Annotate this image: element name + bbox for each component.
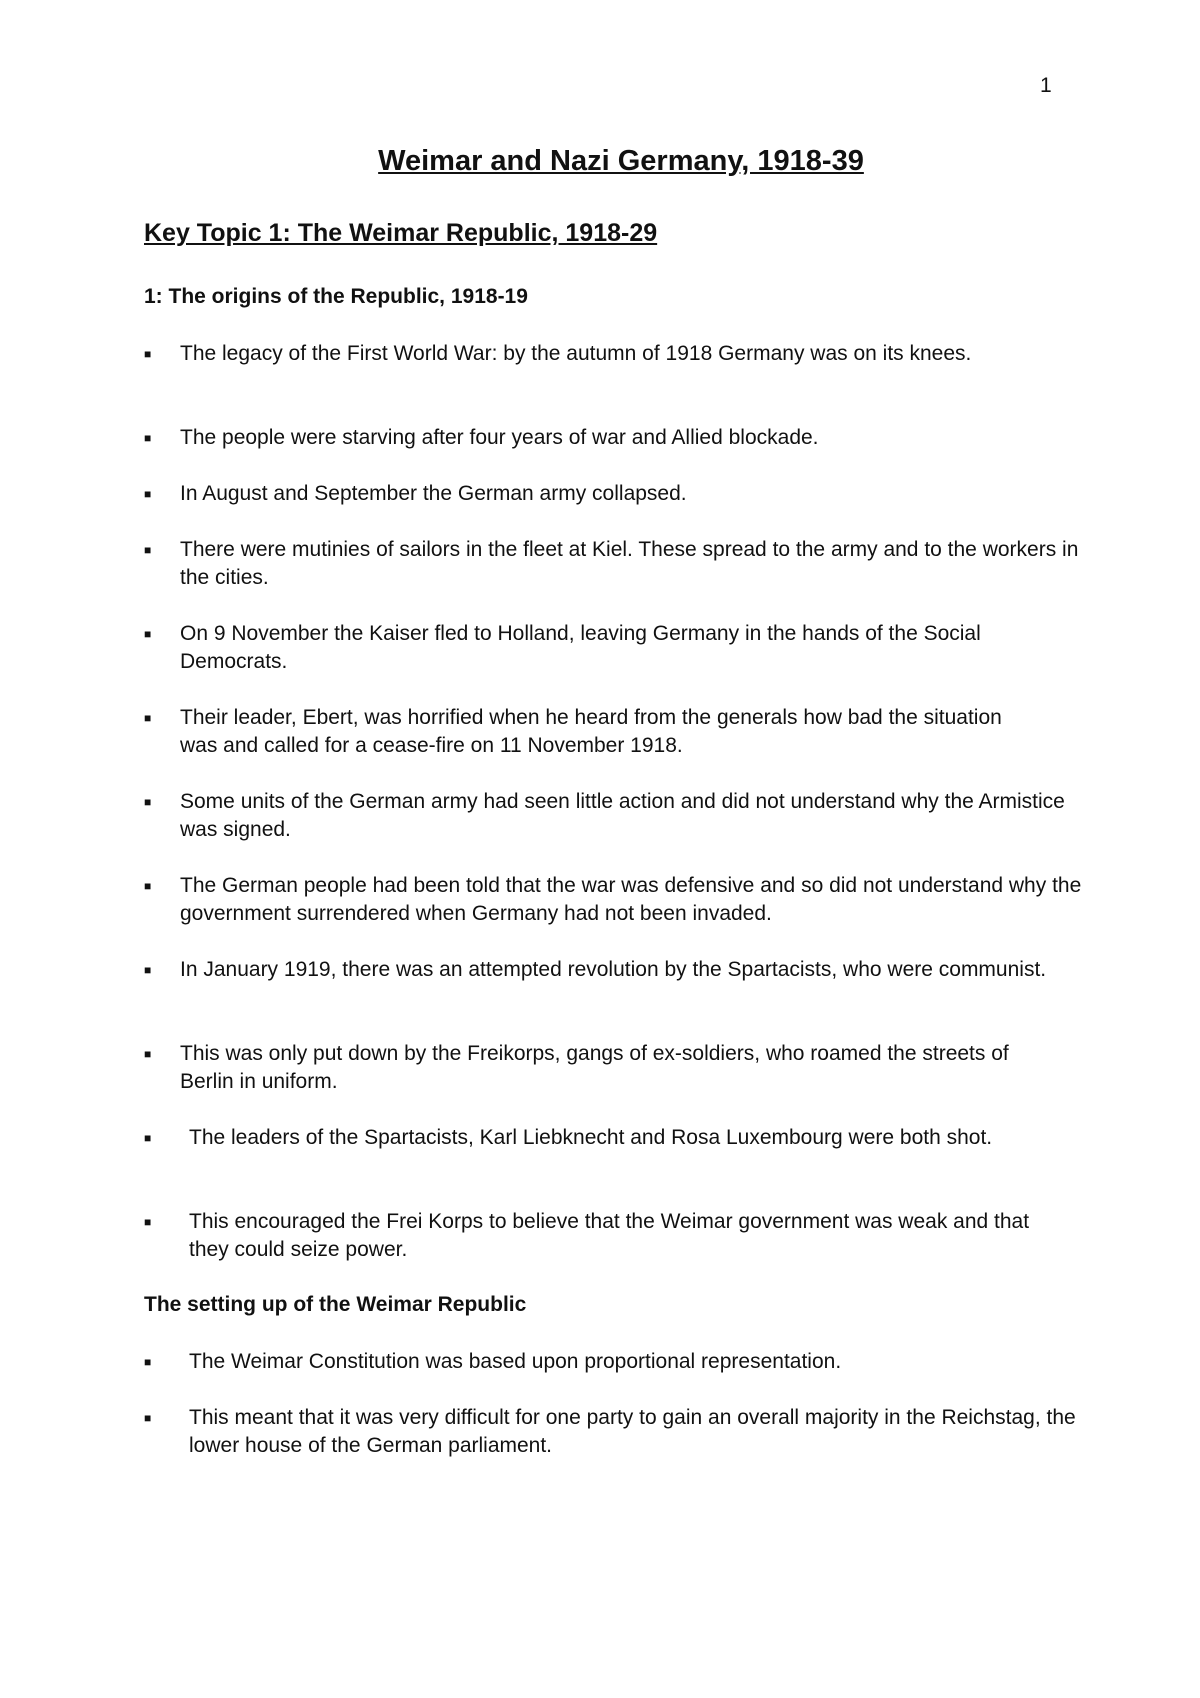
bullet-icon: ■ bbox=[144, 1131, 152, 1145]
list-item bbox=[144, 1124, 1094, 1152]
list-item-text: The Weimar Constitution was based upon proportional representation. bbox=[189, 1350, 842, 1373]
list-item bbox=[144, 788, 1084, 844]
bullet-icon: ■ bbox=[144, 347, 152, 361]
list-item bbox=[144, 620, 1044, 676]
section-heading-setup: The setting up of the Weimar Republic bbox=[144, 1293, 527, 1316]
list-item-text: This was only put down by the Freikorps, gangs of ex-soldiers, who roamed the streets of Berlin in uniform. bbox=[180, 1042, 1009, 1093]
list-item-text: The people were starving after four years of war and Allied blockade. bbox=[180, 426, 819, 449]
bullet-icon: ■ bbox=[144, 1047, 152, 1061]
list-item-text: In January 1919, there was an attempted revolution by the Spartacists, who were communist. bbox=[180, 958, 1047, 981]
list-item-text: On 9 November the Kaiser fled to Holland, leaving Germany in the hands of the Social Democrats. bbox=[180, 622, 981, 673]
bullet-icon: ■ bbox=[144, 487, 152, 501]
list-item-text: In August and September the German army collapsed. bbox=[180, 482, 687, 505]
bullet-icon: ■ bbox=[144, 1355, 152, 1369]
bullet-icon: ■ bbox=[144, 627, 152, 641]
bullet-icon: ■ bbox=[144, 543, 152, 557]
bullet-icon: ■ bbox=[144, 879, 152, 893]
bullet-icon: ■ bbox=[144, 431, 152, 445]
list-item bbox=[144, 1208, 1064, 1264]
bullet-icon: ■ bbox=[144, 1411, 152, 1425]
bullet-icon: ■ bbox=[144, 795, 152, 809]
list-item-text: Their leader, Ebert, was horrified when he heard from the generals how bad the situation was and called for a cease-fire on 11 November 1918. bbox=[180, 706, 1002, 757]
document-title: Weimar and Nazi Germany, 1918-39 bbox=[378, 145, 864, 177]
bullet-icon: ■ bbox=[144, 963, 152, 977]
bullet-icon: ■ bbox=[144, 1215, 152, 1229]
list-item bbox=[144, 1040, 1044, 1096]
list-item bbox=[144, 1348, 1144, 1376]
list-item bbox=[144, 340, 1044, 368]
list-item-text: This encouraged the Frei Korps to believe that the Weimar government was weak and that they could seize power. bbox=[189, 1210, 1030, 1261]
list-item bbox=[144, 704, 1044, 760]
list-item bbox=[144, 536, 1084, 592]
list-item bbox=[144, 1404, 1094, 1460]
list-item bbox=[144, 480, 1144, 508]
list-item-text: The German people had been told that the war was defensive and so did not understand why the government surrendered when Germany had not been invaded. bbox=[180, 874, 1082, 925]
list-item-text: The leaders of the Spartacists, Karl Liebknecht and Rosa Luxembourg were both shot. bbox=[189, 1126, 993, 1149]
section-heading-origins: 1: The origins of the Republic, 1918-19 bbox=[144, 285, 528, 308]
list-item bbox=[144, 956, 1074, 984]
list-item-text: The legacy of the First World War: by the autumn of 1918 Germany was on its knees. bbox=[180, 342, 972, 365]
list-item-text: Some units of the German army had seen little action and did not understand why the Armistice was signed. bbox=[180, 790, 1065, 841]
page-number: 1 bbox=[1040, 74, 1052, 97]
list-item bbox=[144, 424, 1144, 452]
bullet-icon: ■ bbox=[144, 711, 152, 725]
list-item-text: There were mutinies of sailors in the fleet at Kiel. These spread to the army and to the workers in the cities. bbox=[180, 538, 1079, 589]
list-item-text: This meant that it was very difficult for one party to gain an overall majority in the Reichstag, the lower house of the German parliament. bbox=[189, 1406, 1076, 1457]
key-topic-heading: Key Topic 1: The Weimar Republic, 1918-29 bbox=[144, 219, 658, 247]
list-item bbox=[144, 872, 1144, 928]
